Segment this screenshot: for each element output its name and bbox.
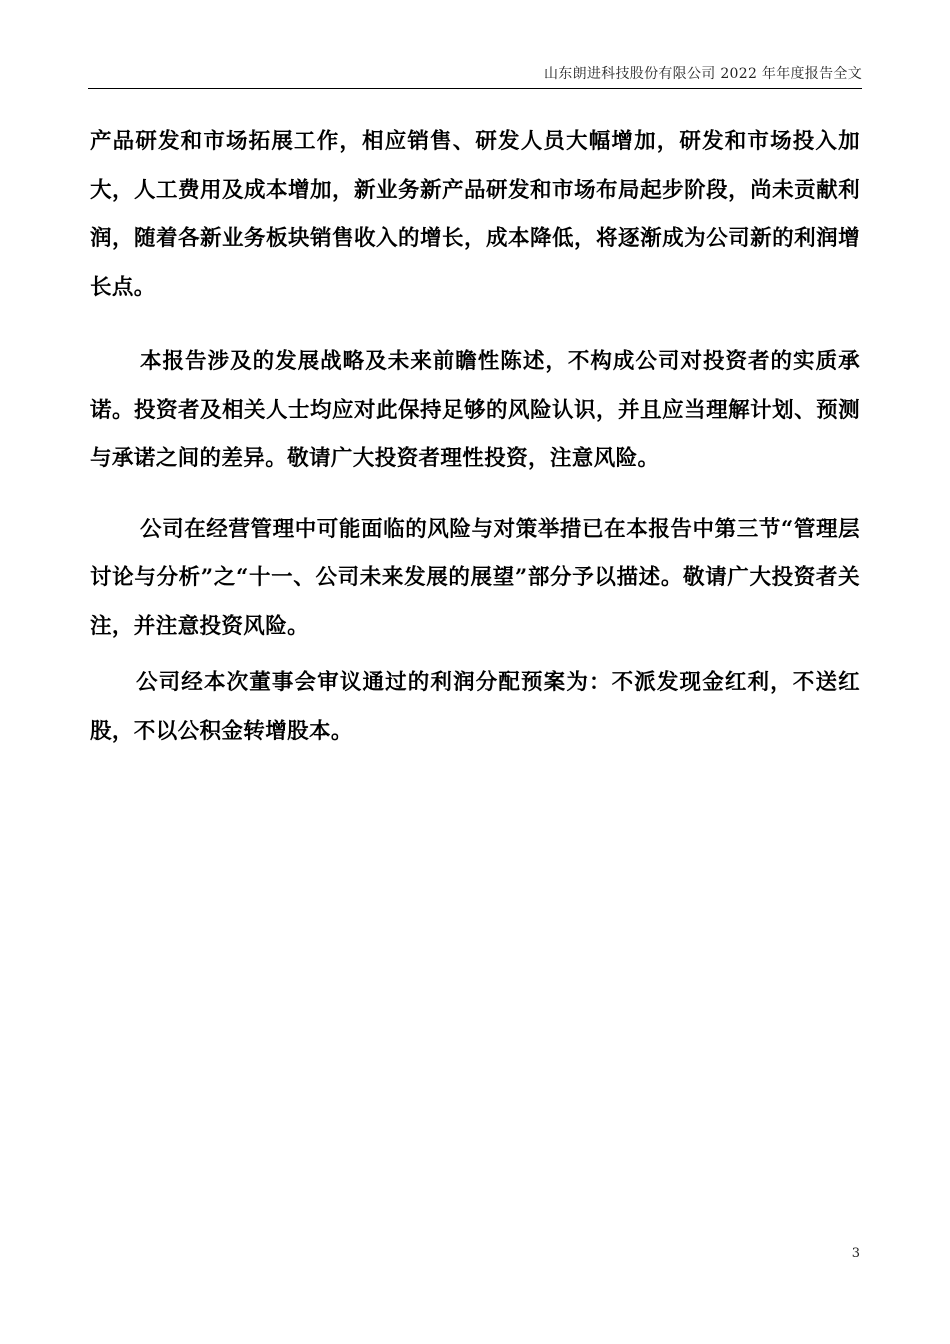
paragraph-continuation: 产品研发和市场拓展工作，相应销售、研发人员大幅增加，研发和市场投入加大，人工费用及成本增加，新业务新产品研发和市场布局起步阶段，尚未贡献利润，随着各新业务板块销售收入的增长，成本降低，将逐渐成为公司新的利润增长点。 [90,129,860,300]
document-body [90,118,860,756]
header-divider [88,88,862,89]
paragraph-forward-looking-statement: 本报告涉及的发展战略及未来前瞻性陈述，不构成公司对投资者的实质承诺。投资者及相关人士均应对此保持足够的风险认识，并且应当理解计划、预测与承诺之间的差异。敬请广大投资者理性投资，注意风险。 [90,349,860,471]
paragraph-risk-reference: 公司在经营管理中可能面临的风险与对策举措已在本报告中第三节“管理层讨论与分析”之“十一、公司未来发展的展望”部分予以描述。敬请广大投资者关注，并注意投资风险。 [90,516,860,639]
page-header: 山东朗进科技股份有限公司 2022 年年度报告全文 [543,66,862,82]
page-number: 3 [851,1246,860,1261]
paragraph-profit-distribution: 公司经本次董事会审议通过的利润分配预案为：不派发现金红利，不送红股，不以公积金转增股本。 [90,670,860,744]
